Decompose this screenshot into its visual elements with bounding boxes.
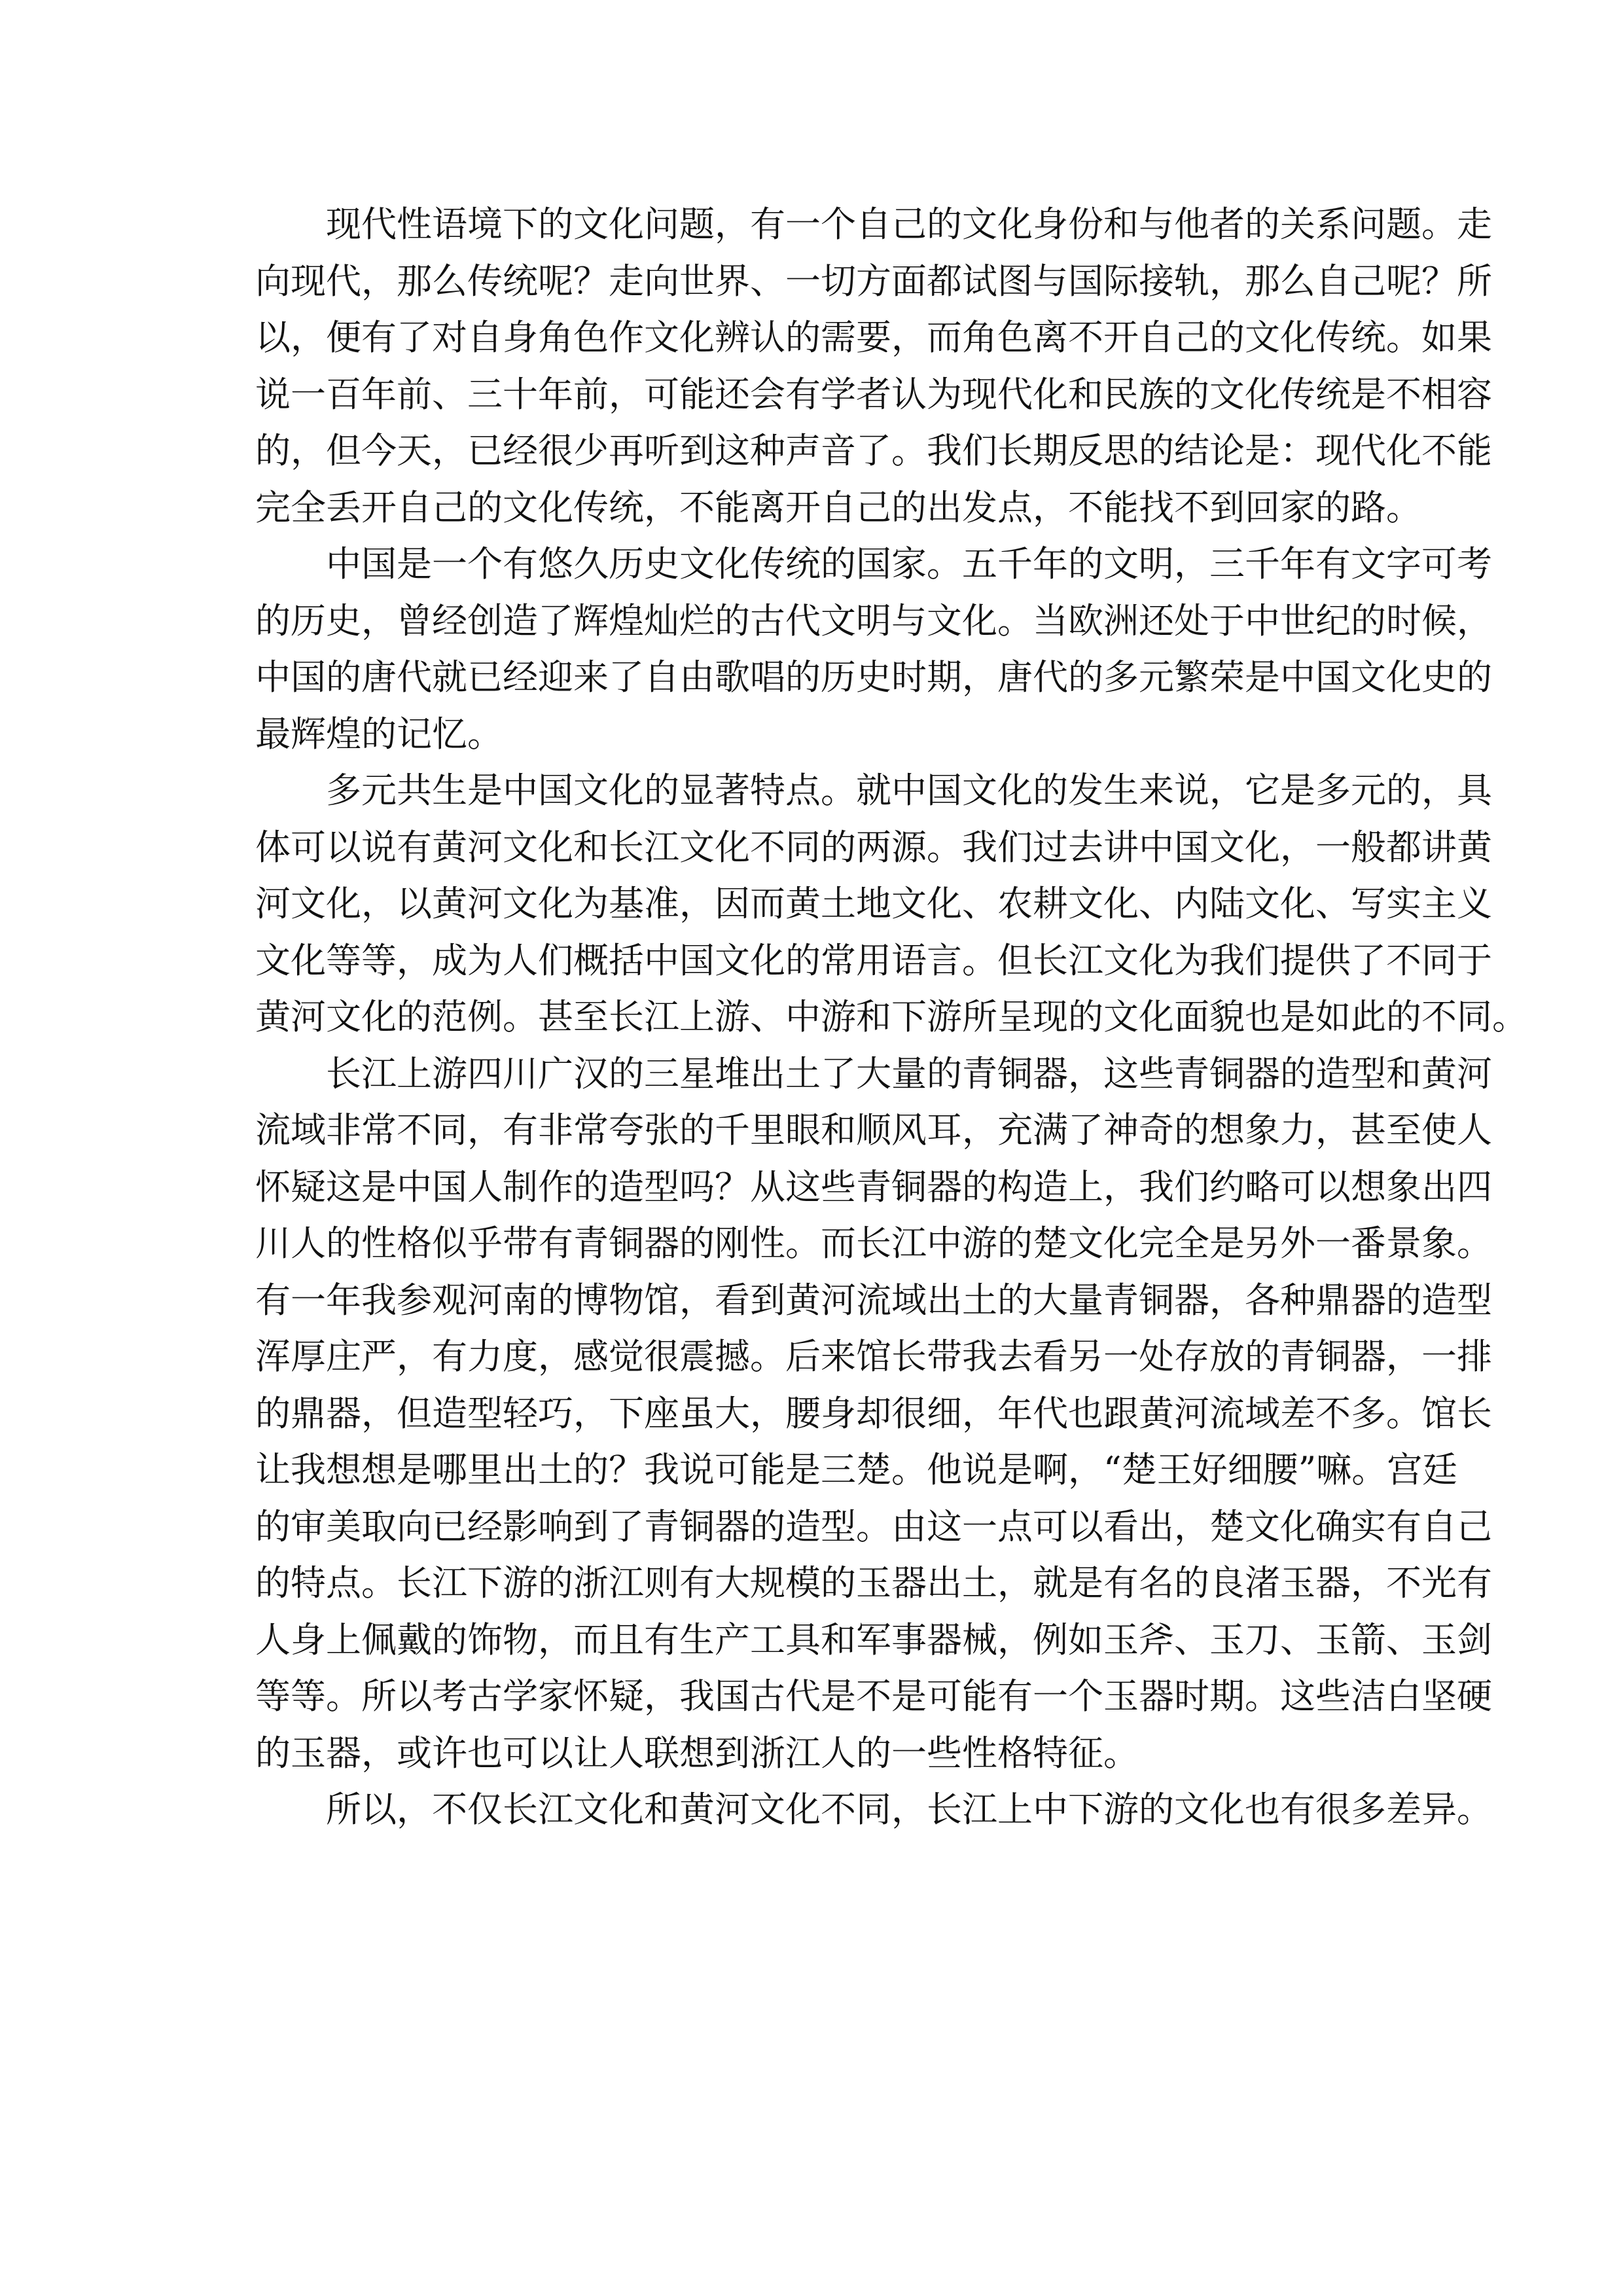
text-line: 长江上游四川广汉的三星堆出土了大量的青铜器，这些青铜器的造型和黄河 (326, 1052, 1492, 1094)
text-line: 的审美取向已经影响到了青铜器的造型。由这一点可以看出，楚文化确实有自己 (255, 1505, 1492, 1547)
text-line: 现代性语境下的文化问题，有一个自己的文化身份和与他者的关系问题。走 (326, 204, 1492, 245)
text-line: 文化等等，成为人们概括中国文化的常用语言。但长江文化为我们提供了不同于 (255, 939, 1492, 981)
text-line: 河文化，以黄河文化为基准，因而黄土地文化、农耕文化、内陆文化、写实主义 (255, 883, 1492, 924)
text-line: 的历史，曾经创造了辉煌灿烂的古代文明与文化。当欧洲还处于中世纪的时候， (255, 600, 1492, 641)
text-line: 让我想想是哪里出土的？我说可能是三楚。他说是啊，“楚王好细腰”嘛。宫廷 (255, 1449, 1458, 1490)
text-line: 黄河文化的范例。甚至长江上游、中游和下游所呈现的文化面貌也是如此的不同。 (255, 996, 1527, 1037)
text-line: 以，便有了对自身角色作文化辨认的需要，而角色离不开自己的文化传统。如果 (255, 317, 1492, 358)
text-line: 川人的性格似乎带有青铜器的刚性。而长江中游的楚文化完全是另外一番景象。 (255, 1223, 1492, 1264)
text-line: 的玉器，或许也可以让人联想到浙江人的一些性格特征。 (255, 1732, 1139, 1774)
text-line: 人身上佩戴的饰物，而且有生产工具和军事器械，例如玉斧、玉刀、玉箭、玉剑 (255, 1619, 1492, 1660)
paragraph-pluralism (255, 762, 1527, 1046)
text-line: 的特点。长江下游的浙江则有大规模的玉器出土，就是有名的良渚玉器，不光有 (255, 1562, 1492, 1604)
text-line: 向现代，那么传统呢？走向世界、一切方面都试图与国际接轨，那么自己呢？所 (255, 260, 1492, 302)
text-line: 体可以说有黄河文化和长江文化不同的两源。我们过去讲中国文化，一般都讲黄 (255, 826, 1492, 868)
paragraph-cultural-identity (255, 196, 1492, 536)
text-line: 有一年我参观河南的博物馆，看到黄河流域出土的大量青铜器，各种鼎器的造型 (255, 1279, 1492, 1321)
paragraph-yangtze-bronze-jade (255, 1046, 1492, 1782)
text-line: 中国的唐代就已经迎来了自由歌唱的历史时期，唐代的多元繁荣是中国文化史的 (255, 656, 1492, 698)
text-line: 所以，不仅长江文化和黄河文化不同，长江上中下游的文化也有很多差异。 (326, 1789, 1492, 1830)
text-line: 等等。所以考古学家怀疑，我国古代是不是可能有一个玉器时期。这些洁白坚硬 (255, 1676, 1492, 1717)
text-line: 最辉煌的记忆。 (255, 713, 503, 755)
text-line: 多元共生是中国文化的显著特点。就中国文化的发生来说，它是多元的，具 (326, 770, 1492, 811)
paragraph-conclusion (255, 1782, 1492, 1839)
text-line: 怀疑这是中国人制作的造型吗？从这些青铜器的构造上，我们约略可以想象出四 (255, 1166, 1492, 1208)
document-body (255, 196, 1527, 1839)
text-line: 完全丢开自己的文化传统，不能离开自己的出发点，不能找不到回家的路。 (255, 486, 1421, 528)
text-line: 中国是一个有悠久历史文化传统的国家。五千年的文明，三千年有文字可考 (326, 543, 1492, 584)
text-line: 的，但今天，已经很少再听到这种声音了。我们长期反思的结论是：现代化不能 (255, 430, 1492, 471)
text-line: 的鼎器，但造型轻巧，下座虽大，腰身却很细，年代也跟黄河流域差不多。馆长 (255, 1392, 1492, 1434)
paragraph-chinese-history (255, 536, 1492, 762)
text-line: 说一百年前、三十年前，可能还会有学者认为现代化和民族的文化传统是不相容 (255, 373, 1492, 415)
text-line: 浑厚庄严，有力度，感觉很震撼。后来馆长带我去看另一处存放的青铜器，一排 (255, 1336, 1492, 1377)
text-line: 流域非常不同，有非常夸张的千里眼和顺风耳，充满了神奇的想象力，甚至使人 (255, 1109, 1492, 1151)
